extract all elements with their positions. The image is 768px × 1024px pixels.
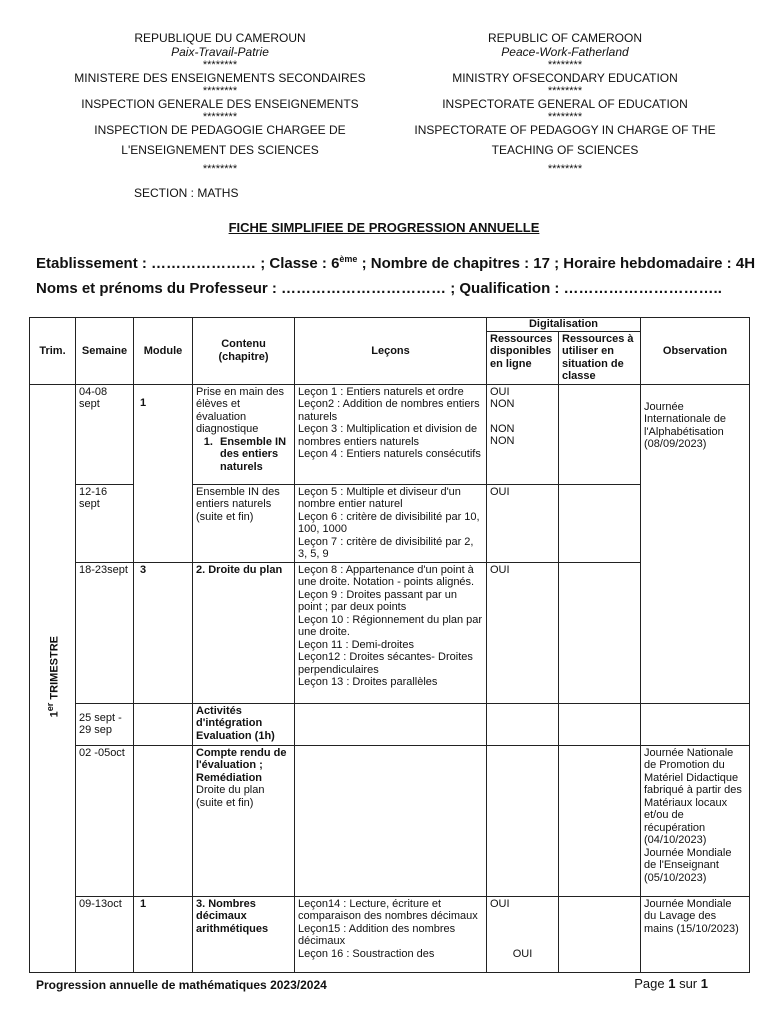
header-left xyxy=(60,31,380,175)
separator: ******** xyxy=(202,163,238,175)
header-ressources-dispo: Ressources disponibles en ligne xyxy=(487,331,559,384)
header-semaine: Semaine xyxy=(76,318,134,385)
pedagogy-en-2: TEACHING OF SCIENCES xyxy=(491,143,639,157)
semaine-cell: 09-13oct xyxy=(76,896,134,972)
header-right xyxy=(400,31,730,175)
contenu-cell: Ensemble IN des entiers naturels (suite et fin) xyxy=(193,484,295,562)
inspection-fr: INSPECTION GENERALE DES ENSEIGNEMENTS xyxy=(81,97,359,111)
ressources-cell: OUI xyxy=(487,562,559,703)
ressources-cell xyxy=(487,703,559,745)
progression-table xyxy=(29,317,750,973)
ministry-en: MINISTRY OFSECONDARY EDUCATION xyxy=(452,71,678,85)
ressources-cell: OUI NON NON NON xyxy=(487,384,559,484)
contenu-cell: Prise en main des élèves et évaluation diagnostique 1. Ensemble IN des entiers naturels xyxy=(193,384,295,484)
ressources-util-cell xyxy=(559,384,641,484)
observation-cell: Journée Mondiale du Lavage des mains (15/10/2023) xyxy=(641,896,750,972)
contenu-cell: Activités d'intégration Evaluation (1h) xyxy=(193,703,295,745)
table-header-row xyxy=(30,318,750,332)
separator: ******** xyxy=(547,163,583,175)
info-line-establishment: Etablissement : ………………… ; Classe : 6ème ; Nombre de chapitres : 17 ; Horaire hebdomadaire : 4H xyxy=(36,254,756,272)
separator: ******** xyxy=(202,111,238,123)
header-module: Module xyxy=(134,318,193,385)
pedagogy-fr-1: INSPECTION DE PEDAGOGIE CHARGEE DE xyxy=(94,123,346,137)
observation-cell xyxy=(641,703,750,745)
ressources-cell xyxy=(487,745,559,896)
semaine-cell: 04-08 sept xyxy=(76,384,134,484)
lecons-cell: Leçon14 : Lecture, écriture et comparaison des nombres décimaux Leçon15 : Addition des nombres décimaux Leçon 16 : Soustraction des xyxy=(295,896,487,972)
header-ressources-util: Ressources à utiliser en situation de classe xyxy=(559,331,641,384)
separator: ******** xyxy=(202,85,238,97)
motto-en: Peace-Work-Fatherland xyxy=(501,45,629,59)
contenu-cell: 2. Droite du plan xyxy=(193,562,295,703)
module-cell: 1 xyxy=(134,384,193,562)
pedagogy-en-1: INSPECTORATE OF PEDAGOGY IN CHARGE OF THE xyxy=(414,123,716,137)
semaine-cell: 18-23sept xyxy=(76,562,134,703)
header-trim: Trim. xyxy=(30,318,76,385)
header-digitalisation: Digitalisation xyxy=(487,318,641,332)
lecons-cell xyxy=(295,703,487,745)
lecons-cell: Leçon 1 : Entiers naturels et ordre Leçon2 : Addition de nombres entiers naturels Leçon 3 : Multiplication et division de nombres entiers naturels Leçon 4 : Entiers naturels consécutifs xyxy=(295,384,487,484)
semaine-cell: 02 -05oct xyxy=(76,745,134,896)
document-title: FICHE SIMPLIFIEE DE PROGRESSION ANNUELLE xyxy=(228,220,540,235)
pedagogy-fr-2: L'ENSEIGNEMENT DES SCIENCES xyxy=(121,143,319,157)
contenu-cell: Compte rendu de l'évaluation ; Remédiation Droite du plan (suite et fin) xyxy=(193,745,295,896)
separator: ******** xyxy=(547,111,583,123)
semaine-cell: 12-16 sept xyxy=(76,484,134,562)
footer-title: Progression annuelle de mathématiques 2023/2024 xyxy=(36,978,327,992)
observation-cell: Journée Nationale de Promotion du Matériel Didactique fabriqué à partir des Matériaux locaux et/ou de récupération (04/10/2023) Journée Mondiale de l'Enseignant (05/10/2023) xyxy=(641,745,750,896)
lecons-cell: Leçon 5 : Multiple et diviseur d'un nombre entier naturel Leçon 6 : critère de divisibilité par 10, 100, 1000 Leçon 7 : critère de divisibilité par 2, 3, 5, 9 xyxy=(295,484,487,562)
separator: ******** xyxy=(547,59,583,71)
ressources-cell: OUI OUI xyxy=(487,896,559,972)
header-observation: Observation xyxy=(641,318,750,385)
trimestre-cell xyxy=(30,384,76,972)
header-lecons: Leçons xyxy=(295,318,487,385)
table-row xyxy=(30,703,750,745)
lecons-cell: Leçon 8 : Appartenance d'un point à une droite. Notation - points alignés. Leçon 9 : Droites passant par un point ; par deux points Leçon 10 : Régionnement du plan par une droite. Leçon 11 : Demi-droites Leçon12 : Droites sécantes- Droites perpendiculaires Leçon 13 : Droites parallèles xyxy=(295,562,487,703)
motto-fr: Paix-Travail-Patrie xyxy=(171,45,269,59)
country-fr: REPUBLIQUE DU CAMEROUN xyxy=(134,31,306,45)
lecons-cell xyxy=(295,745,487,896)
table-row xyxy=(30,896,750,972)
observation-cell: Journée Internationale de l'Alphabétisation (08/09/2023) xyxy=(641,384,750,703)
module-cell: 1 xyxy=(134,896,193,972)
page-indicator: Page 1 sur 1 xyxy=(634,976,708,991)
semaine-cell: 25 sept - 29 sep xyxy=(76,703,134,745)
ressources-util-cell xyxy=(559,562,641,703)
ressources-util-cell xyxy=(559,896,641,972)
info-line-teacher: Noms et prénoms du Professeur : …………………………… ; Qualification : ………………………….. xyxy=(36,280,722,297)
ressources-util-cell xyxy=(559,745,641,896)
section-label: SECTION : MATHS xyxy=(134,186,239,200)
module-cell: 3 xyxy=(134,562,193,703)
separator: ******** xyxy=(547,85,583,97)
separator: ******** xyxy=(202,59,238,71)
ressources-cell: OUI xyxy=(487,484,559,562)
header-contenu: Contenu (chapitre) xyxy=(193,318,295,385)
ministry-fr: MINISTERE DES ENSEIGNEMENTS SECONDAIRES xyxy=(74,71,366,85)
country-en: REPUBLIC OF CAMEROON xyxy=(487,31,643,45)
ressources-util-cell xyxy=(559,484,641,562)
table-row xyxy=(30,384,750,484)
ressources-util-cell xyxy=(559,703,641,745)
module-cell xyxy=(134,703,193,745)
contenu-cell: 3. Nombres décimaux arithmétiques xyxy=(193,896,295,972)
trimestre-label: 1er TRIMESTRE xyxy=(44,635,61,717)
table-row xyxy=(30,745,750,896)
module-cell xyxy=(134,745,193,896)
inspection-en: INSPECTORATE GENERAL OF EDUCATION xyxy=(442,97,688,111)
